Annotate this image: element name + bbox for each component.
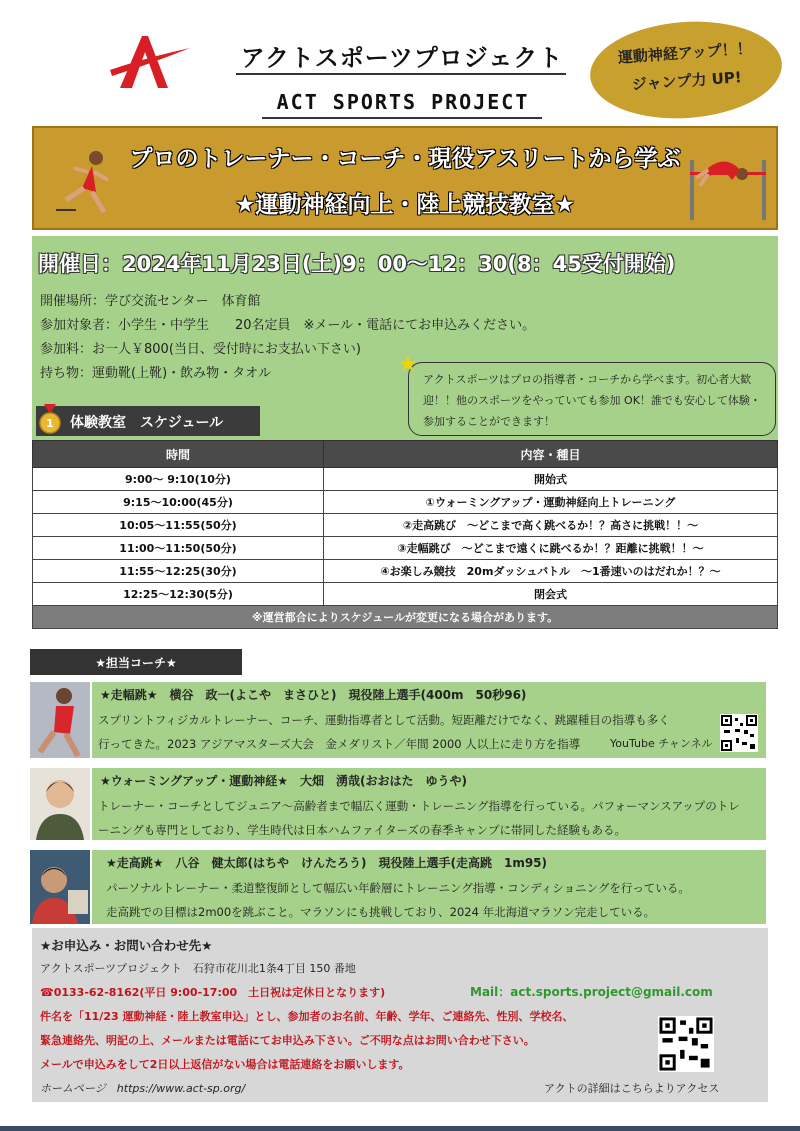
bottom-rule (0, 1126, 800, 1131)
table-row (33, 560, 778, 583)
contact-email[interactable]: Mail：act.sports.project@gmail.com (470, 985, 713, 999)
table-row (33, 537, 778, 560)
time-cell: 11:55～12:25(30分) (33, 560, 324, 583)
schedule-note: ※運営都合によりスケジュールが変更になる場合があります。 (33, 606, 778, 629)
coach-card (92, 850, 766, 924)
content-cell: ①ウォーミングアップ・運動神経向上トレーニング (324, 491, 778, 514)
promo-badge (587, 15, 785, 124)
coach-description-line: トレーナー・コーチとしてジュニア～高齢者まで幅広く運動・トレーニング指導を行っている。パフォーマンスアップのトレ (98, 799, 740, 813)
event-date: 開催日：2024年11月23日(土)9：00～12：30(8：45受付開始) (38, 252, 676, 276)
coach-card (92, 682, 766, 758)
website-qr-code-icon[interactable] (658, 1016, 714, 1072)
youtube-channel-label: YouTube チャンネル (610, 737, 713, 750)
contact-instruction: 件名を「11/23 運動神経・陸上教室申込」とし、参加者のお名前、年齢、学年、ご連絡先、性別、学校名、 (40, 1010, 574, 1023)
banner-subtitle: プロのトレーナー・コーチ・現役アスリートから学ぶ (129, 146, 681, 172)
high-jumper-icon (688, 150, 770, 222)
banner-title: ★運動神経向上・陸上競技教室★ (234, 192, 576, 218)
title-underline (236, 73, 566, 75)
homepage-link[interactable]: ホームページ https://www.act-sp.org/ (40, 1082, 246, 1095)
coach-photo-yokoya (30, 682, 90, 758)
coach-card (92, 768, 766, 840)
coach-tab (30, 649, 242, 675)
coach-description-line: 走高跳での目標は2m00を跳ぶこと。マラソンにも挑戦しており、2024 年北海道マラソン完走している。 (106, 905, 656, 919)
page-title-english: ACT SPORTS PROJECT (276, 90, 530, 114)
content-cell: 開始式 (324, 468, 778, 491)
event-target: 参加対象者：小学生・中学生 20名定員 ※メール・電話にてお申込みください。 (40, 318, 536, 333)
logo-swoosh-icon (90, 30, 200, 92)
time-cell: 12:25～12:30(5分) (33, 583, 324, 606)
table-row (33, 583, 778, 606)
time-cell: 9:00～ 9:10(10分) (33, 468, 324, 491)
contact-title: ★お申込み・お問い合わせ先★ (40, 938, 213, 953)
time-cell: 10:05～11:55(50分) (33, 514, 324, 537)
medal-icon (38, 404, 62, 434)
youtube-qr-code-icon[interactable] (720, 714, 758, 752)
access-label: アクトの詳細はこちらよりアクセス (544, 1082, 720, 1095)
contact-instruction: メールで申込みをして2日以上返信がない場合は電話連絡をお願いします。 (40, 1058, 410, 1071)
table-row (33, 514, 778, 537)
coach-photo-ohata (30, 768, 90, 840)
content-cell: 閉会式 (324, 583, 778, 606)
content-cell: ④お楽しみ競技 20mダッシュバトル ～1番速いのはだれか！？～ (324, 560, 778, 583)
coach-description-line: ーニングも専門としており、学生時代は日本ハムファイターズの春季キャンプに帯同した経験もある。 (98, 823, 626, 837)
info-callout (408, 362, 776, 436)
contact-address: アクトスポーツプロジェクト 石狩市花川北1条4丁目 150 番地 (40, 962, 356, 975)
coach-description (106, 876, 746, 924)
schedule-tab-label: 体験教室 スケジュール (70, 415, 224, 431)
event-venue: 開催場所：学び交流センター 体育館 (40, 294, 261, 309)
coach-description-line: パーソナルトレーナー・柔道整復師として幅広い年齢層にトレーニング指導・コンディショニングを行っている。 (106, 881, 690, 895)
schedule-table (32, 440, 778, 629)
table-row (33, 468, 778, 491)
star-icon: ★ (398, 352, 418, 377)
badge-line1: 運動神経アップ！！ (617, 39, 753, 67)
coach-heading: ★走高跳★ 八谷 健太郎(はちや けんたろう) 現役陸上選手(走高跳 1m95) (106, 856, 548, 870)
table-row (33, 491, 778, 514)
act-logo (80, 30, 220, 120)
coach-description-line: スプリントフィジカルトレーナー、コーチ、運動指導者として活動。短距離だけでなく、跳躍種目の指導も多く (98, 713, 670, 727)
schedule-note-row (33, 606, 778, 629)
event-banner (32, 126, 778, 230)
time-cell: 9:15～10:00(45分) (33, 491, 324, 514)
coach-heading: ★ウォーミングアップ・運動神経★ 大畑 湧哉(おおはた ゆうや) (100, 774, 467, 788)
coach-heading: ★走幅跳★ 横谷 政一(よこや まさひと) 現役陸上選手(400m 50秒96) (100, 688, 527, 702)
coach-photo-hachiya (30, 850, 90, 924)
callout-text: アクトスポーツはプロの指導者・コーチから学べます。初心者大歓迎！！他のスポーツをやっていても参加 OK！誰でも安心して体験・参加することができます！ (423, 373, 761, 428)
title-en-underline (262, 117, 542, 119)
content-cell: ③走幅跳び ～どこまで遠くに跳べるか！？距離に挑戦！！～ (324, 537, 778, 560)
contact-instruction: 緊急連絡先、明記の上、メールまたは電話にてお申込み下さい。ご不明な点はお問い合わせ下さい。 (40, 1034, 535, 1047)
coach-description (98, 794, 762, 842)
coach-description-line: 行ってきた。2023 アジアマスターズ大会 金メダリスト／年間 2000 人以上に走り方を指導 (98, 737, 581, 751)
runner-icon (52, 148, 122, 218)
content-cell: ②走高跳び ～どこまで高く跳べるか！？高さに挑戦！！～ (324, 514, 778, 537)
event-items: 持ち物：運動靴(上靴)・飲み物・タオル (40, 366, 272, 381)
coach-description (98, 708, 718, 756)
schedule-tab (36, 406, 260, 436)
time-cell: 11:00～11:50(50分) (33, 537, 324, 560)
page-title-japanese: アクトスポーツプロジェクト (240, 44, 564, 72)
coach-tab-label: ★担当コーチ★ (95, 656, 177, 670)
event-fee: 参加料：お一人￥800(当日、受付時にお支払い下さい) (40, 342, 361, 357)
column-header-content: 内容・種目 (324, 441, 778, 468)
svg-text:1: 1 (46, 417, 54, 430)
column-header-time: 時間 (33, 441, 324, 468)
contact-phone[interactable]: ☎0133-62-8162(平日 9:00-17:00 土日祝は定休日となります) (40, 986, 386, 999)
badge-line2: ジャンプ力 UP! (631, 68, 743, 94)
contact-panel (32, 928, 768, 1102)
